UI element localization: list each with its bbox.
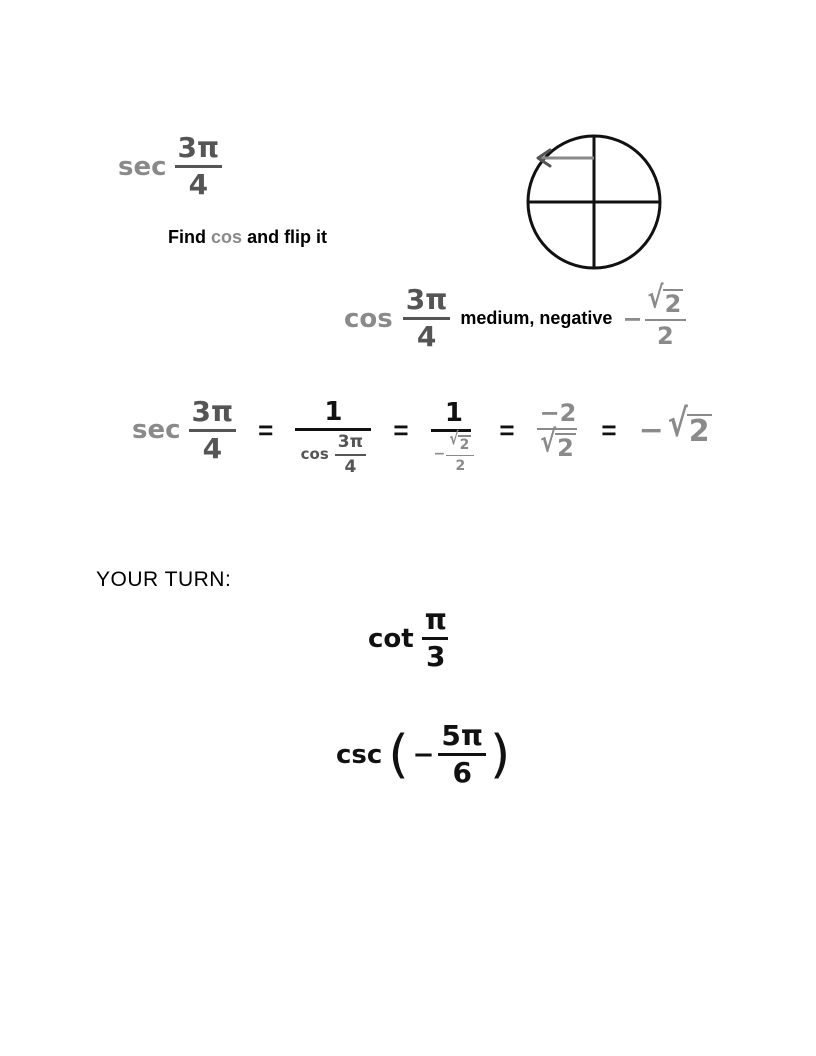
step3-numerator: −2 <box>539 398 577 427</box>
your-turn-heading: YOUR TURN: <box>96 568 232 591</box>
practice-problem-csc <box>336 719 511 789</box>
equals-sign: = <box>258 414 274 445</box>
equals-sign: = <box>499 414 515 445</box>
problem-fraction <box>175 131 223 201</box>
instruction-suffix: and flip it <box>247 227 328 247</box>
open-paren: ( <box>388 724 409 785</box>
cos-description: medium, negative <box>460 308 613 328</box>
solution-lhs-function: sec <box>132 415 181 445</box>
cos-value-denominator: 2 <box>657 322 674 350</box>
cos-numerator: 3π <box>405 283 448 316</box>
solution-chain <box>132 384 712 476</box>
result-sign: − <box>638 412 664 448</box>
solution-lhs-numerator: 3π <box>191 394 234 428</box>
step2-den-fraction: √ 2 2 <box>446 435 474 473</box>
fraction-numerator: 3π <box>177 131 220 164</box>
solution-lhs-fraction <box>189 394 237 465</box>
cot-denominator: 3 <box>426 640 446 673</box>
step3-den-sqrt: √ 2 <box>540 423 574 462</box>
equals-sign: = <box>601 414 617 445</box>
practice-problem-cot <box>368 603 450 673</box>
close-paren: ) <box>490 724 511 785</box>
fraction-denominator: 4 <box>188 168 209 201</box>
instruction-highlight: cos <box>211 227 243 247</box>
csc-sign: − <box>412 739 435 770</box>
step2-den-sign: − <box>433 445 446 462</box>
step2-fraction <box>431 397 478 474</box>
equals-sign: = <box>393 414 409 445</box>
csc-fraction <box>438 719 486 789</box>
cos-value-sign: − <box>622 304 643 333</box>
cos-denominator: 4 <box>416 320 437 353</box>
result-radicand: 2 <box>688 413 710 449</box>
radical-sign: √ <box>647 279 664 315</box>
step1-den-function: cos <box>300 445 329 463</box>
solution-result <box>638 401 712 449</box>
result-sqrt: √ 2 <box>667 401 710 449</box>
step1-fraction <box>295 396 371 477</box>
csc-function: csc <box>336 739 383 770</box>
step2-numerator: 1 <box>444 397 463 428</box>
cot-function: cot <box>368 623 414 654</box>
unit-circle-diagram <box>520 130 668 278</box>
step3-fraction <box>537 398 580 462</box>
instruction-prefix: Find <box>168 227 206 247</box>
cos-function: cos <box>344 303 393 334</box>
cos-value-fraction <box>645 279 687 350</box>
cos-evaluation <box>344 279 686 353</box>
solution-lhs-denominator: 4 <box>202 431 223 465</box>
cos-value-radicand: 2 <box>664 290 682 318</box>
step1-den-fraction: $\frac{3\pi}{4}$ <box>335 434 366 476</box>
csc-denominator: 6 <box>452 756 472 789</box>
cos-fraction <box>403 283 451 353</box>
cos-value-sqrt <box>647 279 684 318</box>
step1-numerator: 1 <box>324 396 343 427</box>
cot-numerator: π <box>424 603 447 636</box>
sec-function: sec <box>118 151 167 182</box>
csc-numerator: 5π <box>441 719 484 752</box>
instruction-text <box>168 227 327 248</box>
example-problem <box>118 131 222 201</box>
cot-fraction <box>422 603 450 673</box>
